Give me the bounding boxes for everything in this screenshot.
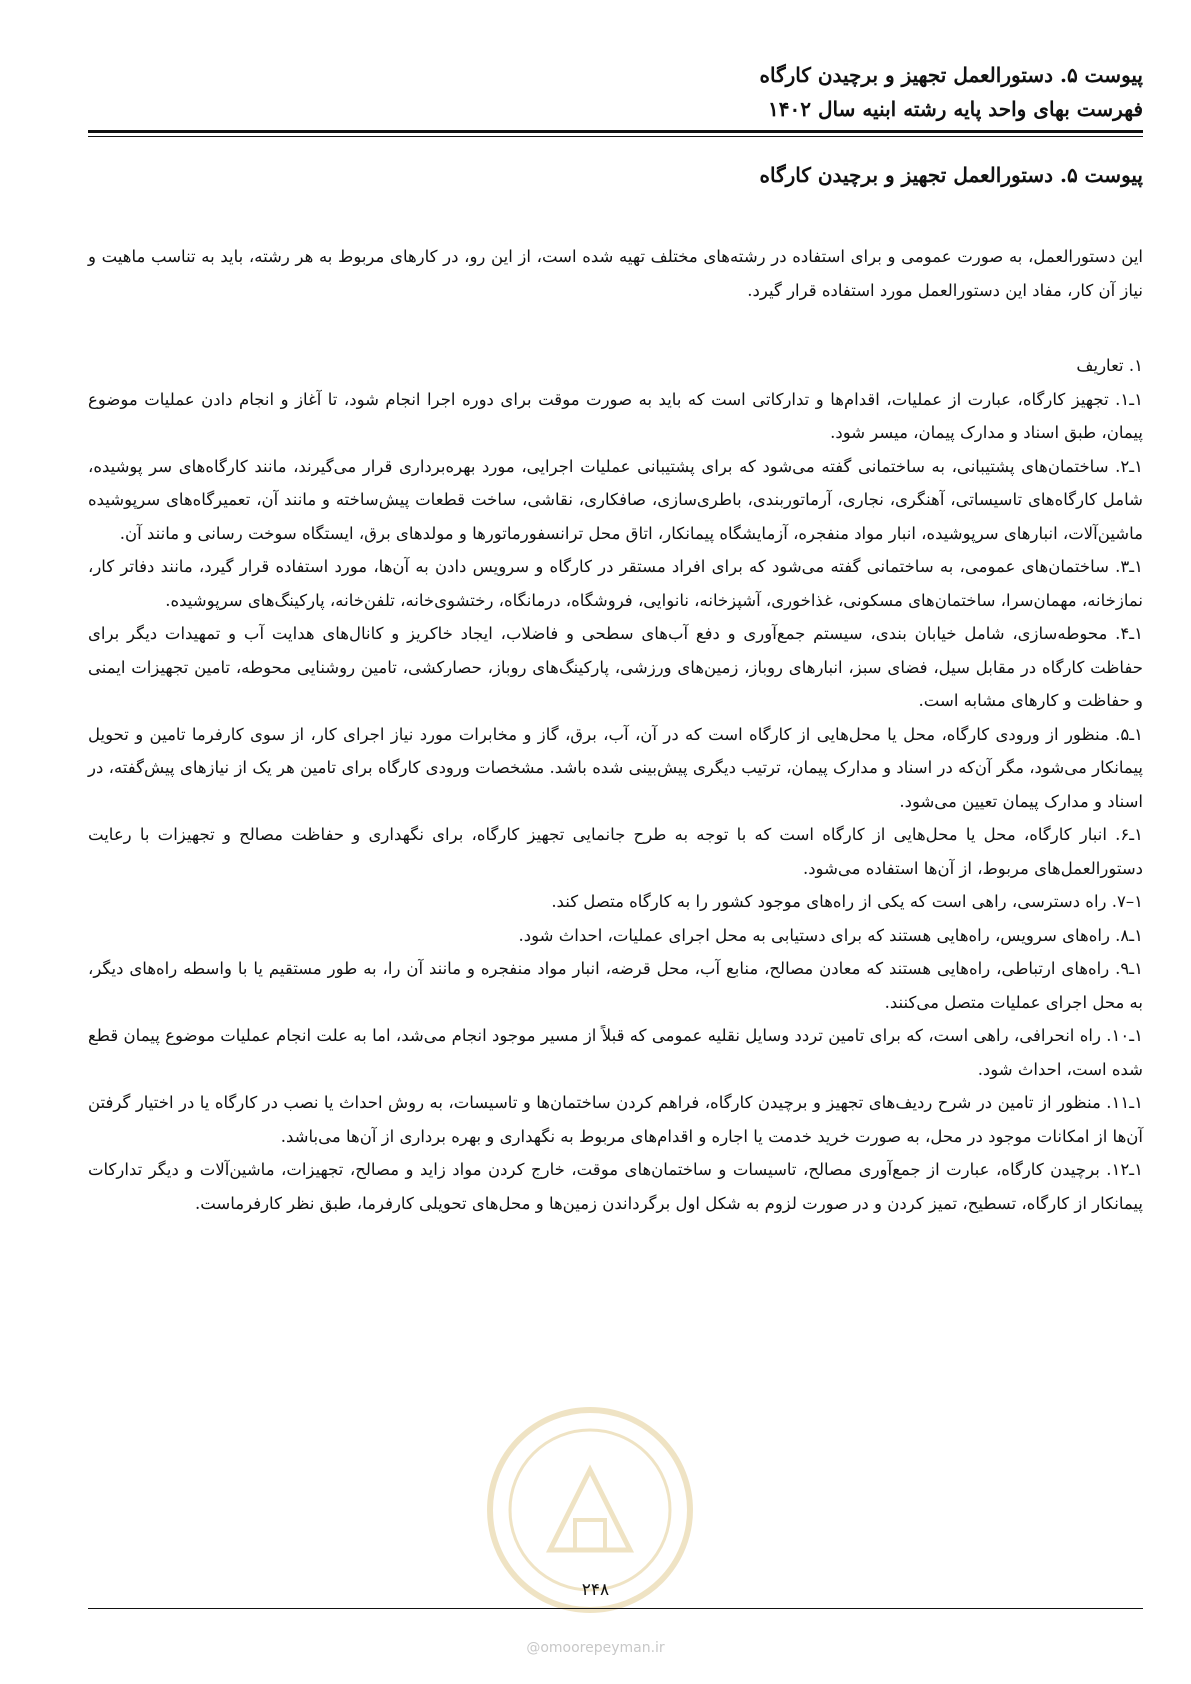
definition-item: ۱ـ۶. انبار کارگاه، محل یا محل‌هایی از کارگاه است که با توجه به طرح جانمایی تجهیز کارگاه، برای نگهداری و حفاظت مصالح و تجهیزات با رعایت دستورالعمل‌های مربوط، از آن‌ها استفاده می‌شود. [88,825,1143,878]
definition-item: ۱ـ۲. ساختمان‌های پشتیبانی، به ساختمانی گفته می‌شود که برای پشتیبانی عملیات اجرایی، مورد بهره‌برداری قرار می‌گیرند، مانند کارگاه‌های سر پوشیده، شامل کارگاه‌های تاسیساتی، آهنگری، نجاری، آرماتوربندی، باطری‌سازی، صافکاری، نقاشی، ساخت قطعات پیش‌ساخته و مانند آن، تعمیرگاه‌های سرپوشیده ماشین‌آلات، انبارهای سرپوشیده، انبار مواد منفجره، آزمایشگاه پیمانکار، اتاق محل ترانسفورماتورها و مولدهای برق، ایستگاه سوخت رسانی و مانند آن. [88,456,1143,543]
definition-item: ۱ـ۳. ساختمان‌های عمومی، به ساختمانی گفته می‌شود که برای افراد مستقر در کارگاه و سرویس دادن به آن‌ها، مورد استفاده قرار گیرد، مانند دفاتر کار، نمازخانه، مهمان‌سرا، ساختمان‌های مسکونی، غذاخوری، آشپزخانه، نانوایی، فروشگاه، درمانگاه، رختشوی‌خانه، تلفن‌خانه، پارکینگ‌های سرپوشیده. [88,557,1143,610]
definition-item: ۱–۷. راه دسترسی، راهی است که یکی از راه‌های موجود کشور را به کارگاه متصل کند. [551,892,1143,911]
definition-item: ۱ـ۹. راه‌های ارتباطی، راه‌هایی هستند که معادن مصالح، منابع آب، محل قرضه، انبار مواد منفجره و مانند آن را، به طور مستقیم یا با واسطه راه‌های دیگر، به محل اجرای عملیات متصل می‌کنند. [88,959,1143,1012]
header-rule-thin [88,136,1143,137]
header-line-1: پیوست ۵. دستورالعمل تجهیز و برچیدن کارگاه [759,63,1143,87]
document-body [88,240,1143,1220]
definition-item: ۱ـ۸. راه‌های سرویس، راه‌هایی هستند که برای دستیابی به محل اجرای عملیات، احداث شود. [518,925,1143,945]
definition-item: ۱ـ۵. منظور از ورودی کارگاه، محل یا محل‌هایی از کارگاه است که در آن، آب، برق، گاز و مخابرات مورد نیاز اجرای کار، از سوی کارفرما تامین و تحویل پیمانکار می‌شود، مگر آن‌که در اسناد و مدارک پیمان، ترتیب دیگری پیش‌بینی شده باشد. مشخصات ورودی کارگاه برای تامین هر یک از نیازهای پیش‌گفته، در اسناد و مدارک پیمان تعیین می‌شود. [88,724,1143,811]
definition-item: ۱ـ۱. تجهیز کارگاه، عبارت از عملیات، اقدام‌ها و تدارکاتی است که باید به صورت موقت برای دوره اجرا انجام شود، تا آغاز و انجام دادن عملیات موضوع پیمان، طبق اسناد و مدارک پیمان، میسر شود. [88,389,1143,442]
definition-item: ۱ـ۱۰. راه انحرافی، راهی است، که برای تامین تردد وسایل نقلیه عمومی که قبلاً از مسیر موجود انجام می‌شد، اما به علت انجام عملیات موضوع پیمان قطع شده است، احداث شود. [88,1026,1143,1079]
header-line-2: فهرست بهای واحد پایه رشته ابنیه سال ۱۴۰۲ [768,97,1143,121]
definition-item: ۱ـ۱۱. منظور از تامین در شرح ردیف‌های تجهیز و برچیدن کارگاه، فراهم کردن ساختمان‌ها و تاسیسات، به روش احداث یا نصب در کارگاه یا در اختیار گرفتن آن‌ها از امکانات موجود در محل، به صورت خرید خدمت یا اجاره و اقدام‌های مربوط به نگهداری و بهره برداری از آن‌ها می‌باشد. [88,1093,1143,1146]
watermark-text: @omoorepeyman.ir [526,1640,665,1656]
running-header [103,58,1143,126]
definition-item: ۱ـ۴. محوطه‌سازی، شامل خیابان بندی، سیستم جمع‌آوری و دفع آب‌های سطحی و فاضلاب، ایجاد خاکریز و کانال‌های هدایت آب و تمهیدات دیگر برای حفاظت کارگاه در مقابل سیل، فضای سبز، انبارهای روباز، زمین‌های ورزشی، پارکینگ‌های روباز، حصارکشی، تامین روشنایی محوطه، تامین تجهیزات ایمنی و حفاظت و کارهای مشابه است. [88,624,1143,710]
intro-paragraph: این دستورالعمل، به صورت عمومی و برای استفاده در رشته‌های مختلف تهیه شده است، از این رو، در کارهای مربوط به هر رشته، باید به تناسب ماهیت و نیاز آن کار، مفاد این دستورالعمل مورد استفاده قرار گیرد. [88,247,1143,300]
definition-item: ۱ـ۱۲. برچیدن کارگاه، عبارت از جمع‌آوری مصالح، تاسیسات و ساختمان‌های موقت، خارج کردن مواد زاید و مصالح، تجهیزات، ماشین‌آلات و دیگر تدارکات پیمانکار از کارگاه، تسطیح، تمیز کردن و در صورت لزوم به شکل اول برگرداندن زمین‌ها و محل‌های تحویلی کارفرما، طبق نظر کارفرماست. [88,1160,1143,1213]
document-title: پیوست ۵. دستورالعمل تجهیز و برچیدن کارگاه [759,163,1143,187]
header-rule-thick [88,130,1143,133]
section-heading: ۱. تعاریف [1076,356,1143,375]
page-number: ۲۴۸ [581,1580,610,1600]
footer-rule [88,1608,1143,1609]
